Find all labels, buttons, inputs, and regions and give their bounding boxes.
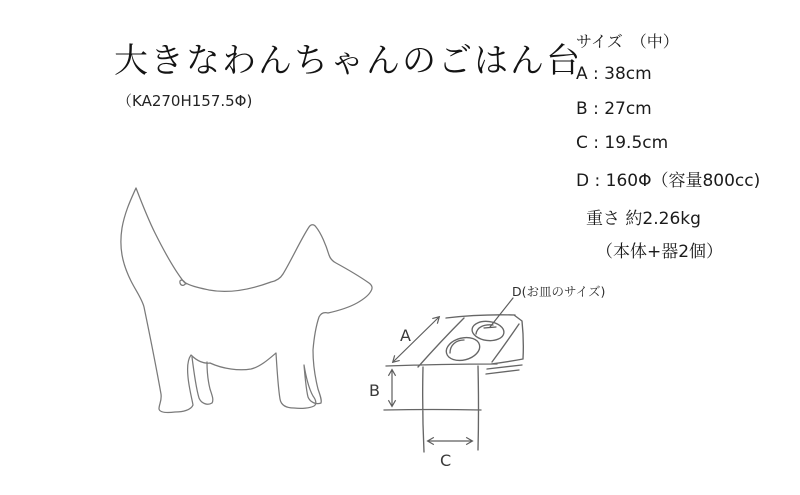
dimension-label-b: B [369,381,380,400]
dog-outline-sketch [121,188,372,413]
spec-dimension-b: B : 27cm [576,99,652,119]
spec-dimension-c: C : 19.5cm [576,133,669,153]
spec-weight: 重さ 約2.26kg [586,209,701,229]
stand-front-leg [384,366,481,452]
dog-tail-base-curl [180,280,186,285]
dog-body-outline [121,188,372,413]
spec-weight-note: （本体+器2個） [596,242,724,262]
page-title: 大きなわんちゃんのごはん台 [114,41,582,81]
dog-far-hind-leg [192,357,213,404]
size-heading: サイズ （中） [576,32,679,51]
spec-dimension-d: D : 160Φ（容量800cc) [576,171,761,191]
dimension-arrows [392,298,513,441]
model-code: （KA270H157.5Φ) [117,92,253,110]
bowl-hole-front [444,334,482,364]
dimension-label-a: A [400,326,411,345]
bowl-hole-back [471,320,505,343]
spec-dimension-a: A : 38cm [576,64,652,84]
bowl-size-label: D(お皿のサイズ) [512,284,606,299]
dimension-label-c: C [440,451,452,470]
bowl-leader-line [484,298,513,328]
